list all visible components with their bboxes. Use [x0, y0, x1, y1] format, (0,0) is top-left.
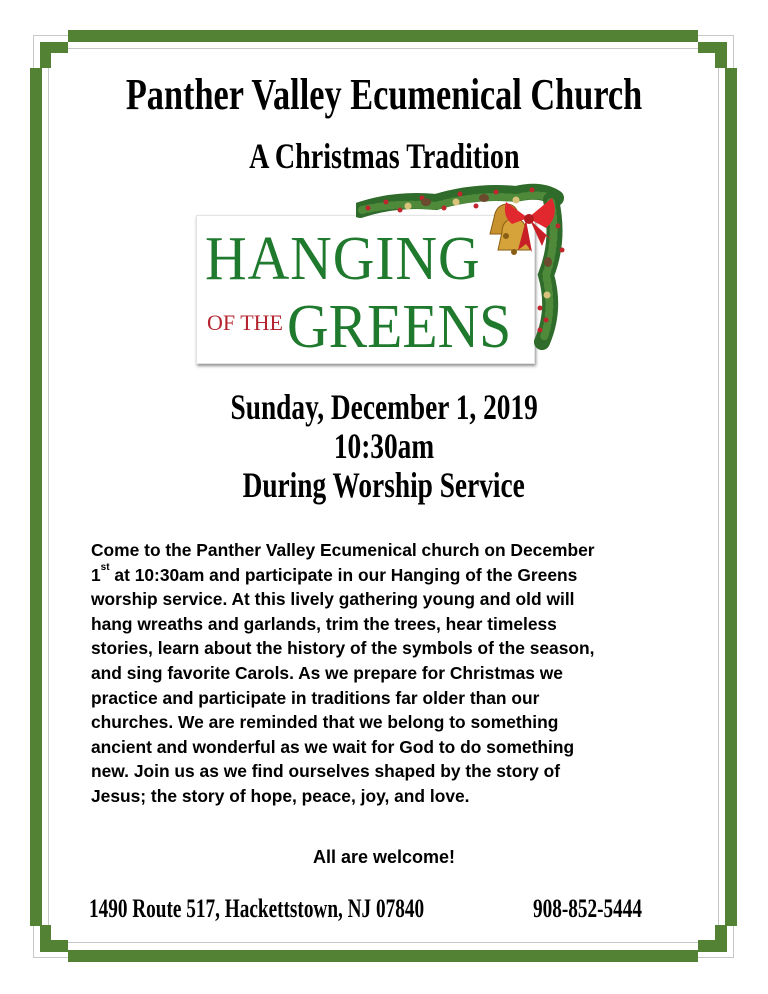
event-description: [91, 538, 691, 809]
description-line: and sing favorite Carols. As we prepare for Christmas we: [91, 662, 563, 683]
border-corner-top-left-2: [40, 42, 51, 68]
description-line: 1st at 10:30am and participate in our Hanging of the Greens: [91, 561, 578, 585]
logo-hanging-text: HANGING: [205, 225, 481, 293]
border-outer-line-bottom-right: [698, 957, 734, 958]
subtitle: A Christmas Tradition: [248, 136, 520, 176]
church-name: Panther Valley Ecumenical Church: [125, 70, 643, 119]
event-time-line: [0, 427, 768, 465]
event-context-line: [0, 466, 768, 504]
description-line: worship service. At this lively gathering young and old will: [91, 589, 575, 610]
border-corner-top-right-2: [715, 42, 727, 68]
church-name-heading: [0, 70, 768, 120]
border-inner-line-top: [68, 48, 698, 49]
welcome-message: All are welcome!: [312, 847, 456, 867]
description-line: new. Join us as we find ourselves shaped by the story of: [91, 761, 561, 782]
ordinal-suffix: st: [100, 561, 110, 573]
description-line: stories, learn about the history of the symbols of the season,: [91, 638, 595, 659]
event-context: During Worship Service: [242, 465, 526, 505]
border-corner-bottom-left-2: [40, 925, 51, 952]
border-outer-line-top-right: [698, 35, 734, 36]
event-date: Sunday, December 1, 2019: [230, 387, 538, 427]
description-line: ancient and wonderful as we wait for God to do something: [91, 736, 575, 757]
church-phone: 908-852-5444: [533, 894, 643, 923]
border-bar-top: [68, 30, 698, 42]
event-date-line: [0, 388, 768, 426]
subtitle-heading: [0, 136, 768, 176]
description-line: churches. We are reminded that we belong to something: [91, 712, 559, 733]
description-line: Come to the Panther Valley Ecumenical church on December: [91, 540, 595, 560]
border-outer-line-top: [33, 35, 71, 36]
border-outer-line-bottom-left: [33, 957, 71, 958]
description-line: hang wreaths and garlands, trim the trees, hear timeless: [91, 613, 557, 634]
logo-of-the-text: OF THE: [207, 310, 283, 335]
garland-bells-bow-icon: [356, 180, 571, 350]
logo-greens-text: GREENS: [287, 293, 512, 361]
border-corner-bottom-right-2: [715, 925, 727, 952]
description-line: Jesus; the story of hope, peace, joy, and love.: [91, 785, 470, 806]
church-address: 1490 Route 517, Hackettstown, NJ 07840: [89, 894, 425, 923]
border-inner-line-bottom: [68, 942, 698, 943]
event-time: 10:30am: [333, 426, 435, 466]
description-line: practice and participate in traditions far older than our: [91, 687, 540, 708]
border-bar-bottom: [68, 950, 698, 962]
